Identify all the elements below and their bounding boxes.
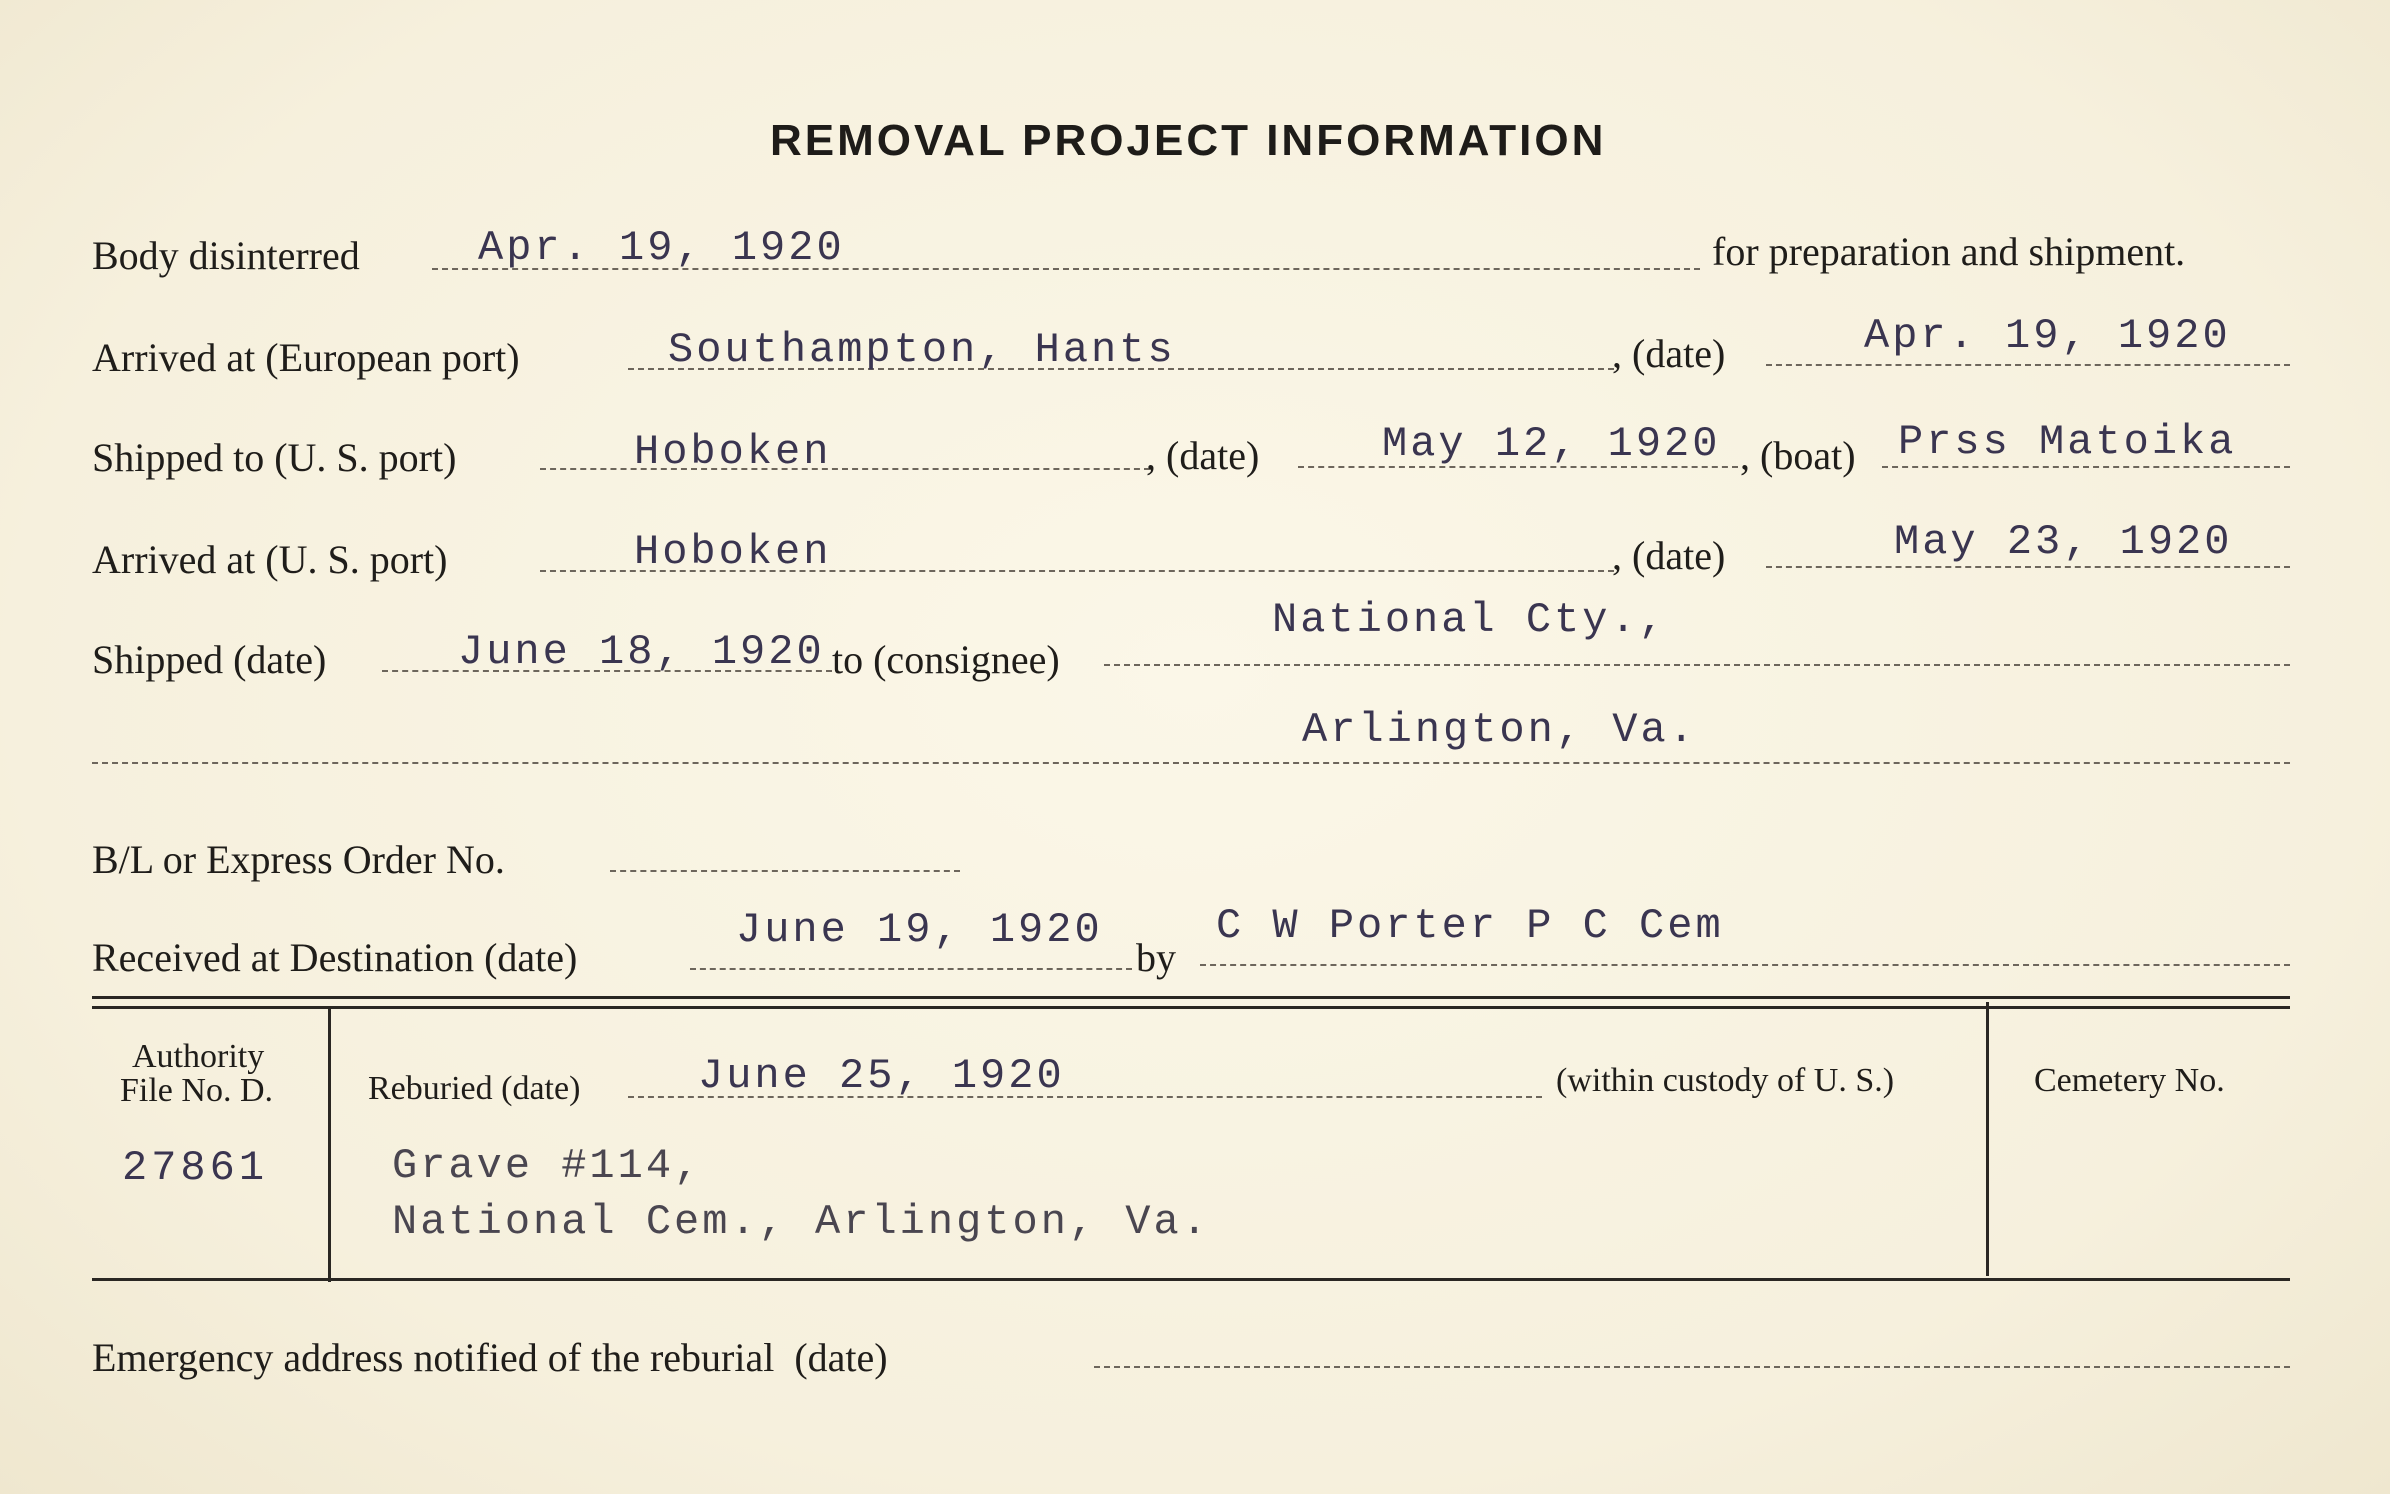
box-bottom-rule [92,1278,2290,1281]
shipped-us-port: Hoboken [634,428,832,476]
arrived-europe-date-line [1766,364,2290,366]
arrived-us-date-label: , (date) [1612,533,1726,578]
shipped-us-label: Shipped to (U. S. port) [92,435,457,480]
consignee-line-2 [92,762,2290,764]
grave-line-1: Grave #114, [392,1142,703,1190]
arrived-us-date-line [1766,566,2290,568]
shipped-us-date-label: , (date) [1146,433,1260,478]
authority-label-2: File No. D. [120,1072,273,1109]
reburied-date: June 25, 1920 [698,1052,1065,1100]
shipped-us-boat-line [1882,466,2290,468]
shipped-date: June 18, 1920 [458,628,825,676]
arrived-europe-label: Arrived at (European port) [92,335,520,380]
authority-file-number: 27861 [122,1144,269,1192]
disinterred-label: Body disinterred [92,233,360,278]
page-title: REMOVAL PROJECT INFORMATION [770,116,1607,165]
emergency-line [1094,1366,2290,1368]
consignee-line2: Arlington, Va. [1302,706,1697,754]
consignee-line1: National Cty., [1272,596,1667,644]
box-divider-left [328,1008,331,1282]
received-date: June 19, 1920 [736,906,1103,954]
consignee-line-1 [1104,664,2290,666]
arrived-us-label: Arrived at (U. S. port) [92,537,448,582]
shipped-us-boat: Prss Matoika [1898,418,2237,466]
box-divider-right [1986,1002,1989,1276]
grave-line-2: National Cem., Arlington, Va. [392,1198,1210,1246]
arrived-europe-port: Southampton, Hants [668,326,1176,374]
shipped-us-line [540,468,1150,470]
authority-label-1: Authority [132,1038,265,1075]
consignee-label: to (consignee) [832,637,1060,682]
box-top-rule-1 [92,996,2290,999]
bl-label: B/L or Express Order No. [92,837,505,882]
shipped-label: Shipped (date) [92,637,327,682]
emergency-label: Emergency address notified of the reburial (date) [92,1335,888,1380]
received-line [690,968,1132,970]
disinterred-suffix: for preparation and shipment. [1712,229,2186,274]
disinterred-date: Apr. 19, 1920 [478,224,845,272]
box-top-rule-2 [92,1006,2290,1009]
arrived-us-port: Hoboken [634,528,832,576]
received-by-label: by [1136,935,1176,980]
received-label: Received at Destination (date) [92,935,578,980]
shipped-us-boat-label: , (boat) [1740,433,1856,478]
arrived-us-date: May 23, 1920 [1894,518,2233,566]
bl-line [610,870,960,872]
shipped-us-date: May 12, 1920 [1382,420,1721,468]
received-by: C W Porter P C Cem [1216,902,1724,950]
reburied-label: Reburied (date) [368,1070,581,1107]
arrived-europe-date: Apr. 19, 1920 [1864,312,2231,360]
arrived-europe-date-label: , (date) [1612,331,1726,376]
received-by-line [1200,964,2290,966]
cemetery-label: Cemetery No. [2034,1062,2225,1099]
custody-note: (within custody of U. S.) [1556,1062,1895,1099]
